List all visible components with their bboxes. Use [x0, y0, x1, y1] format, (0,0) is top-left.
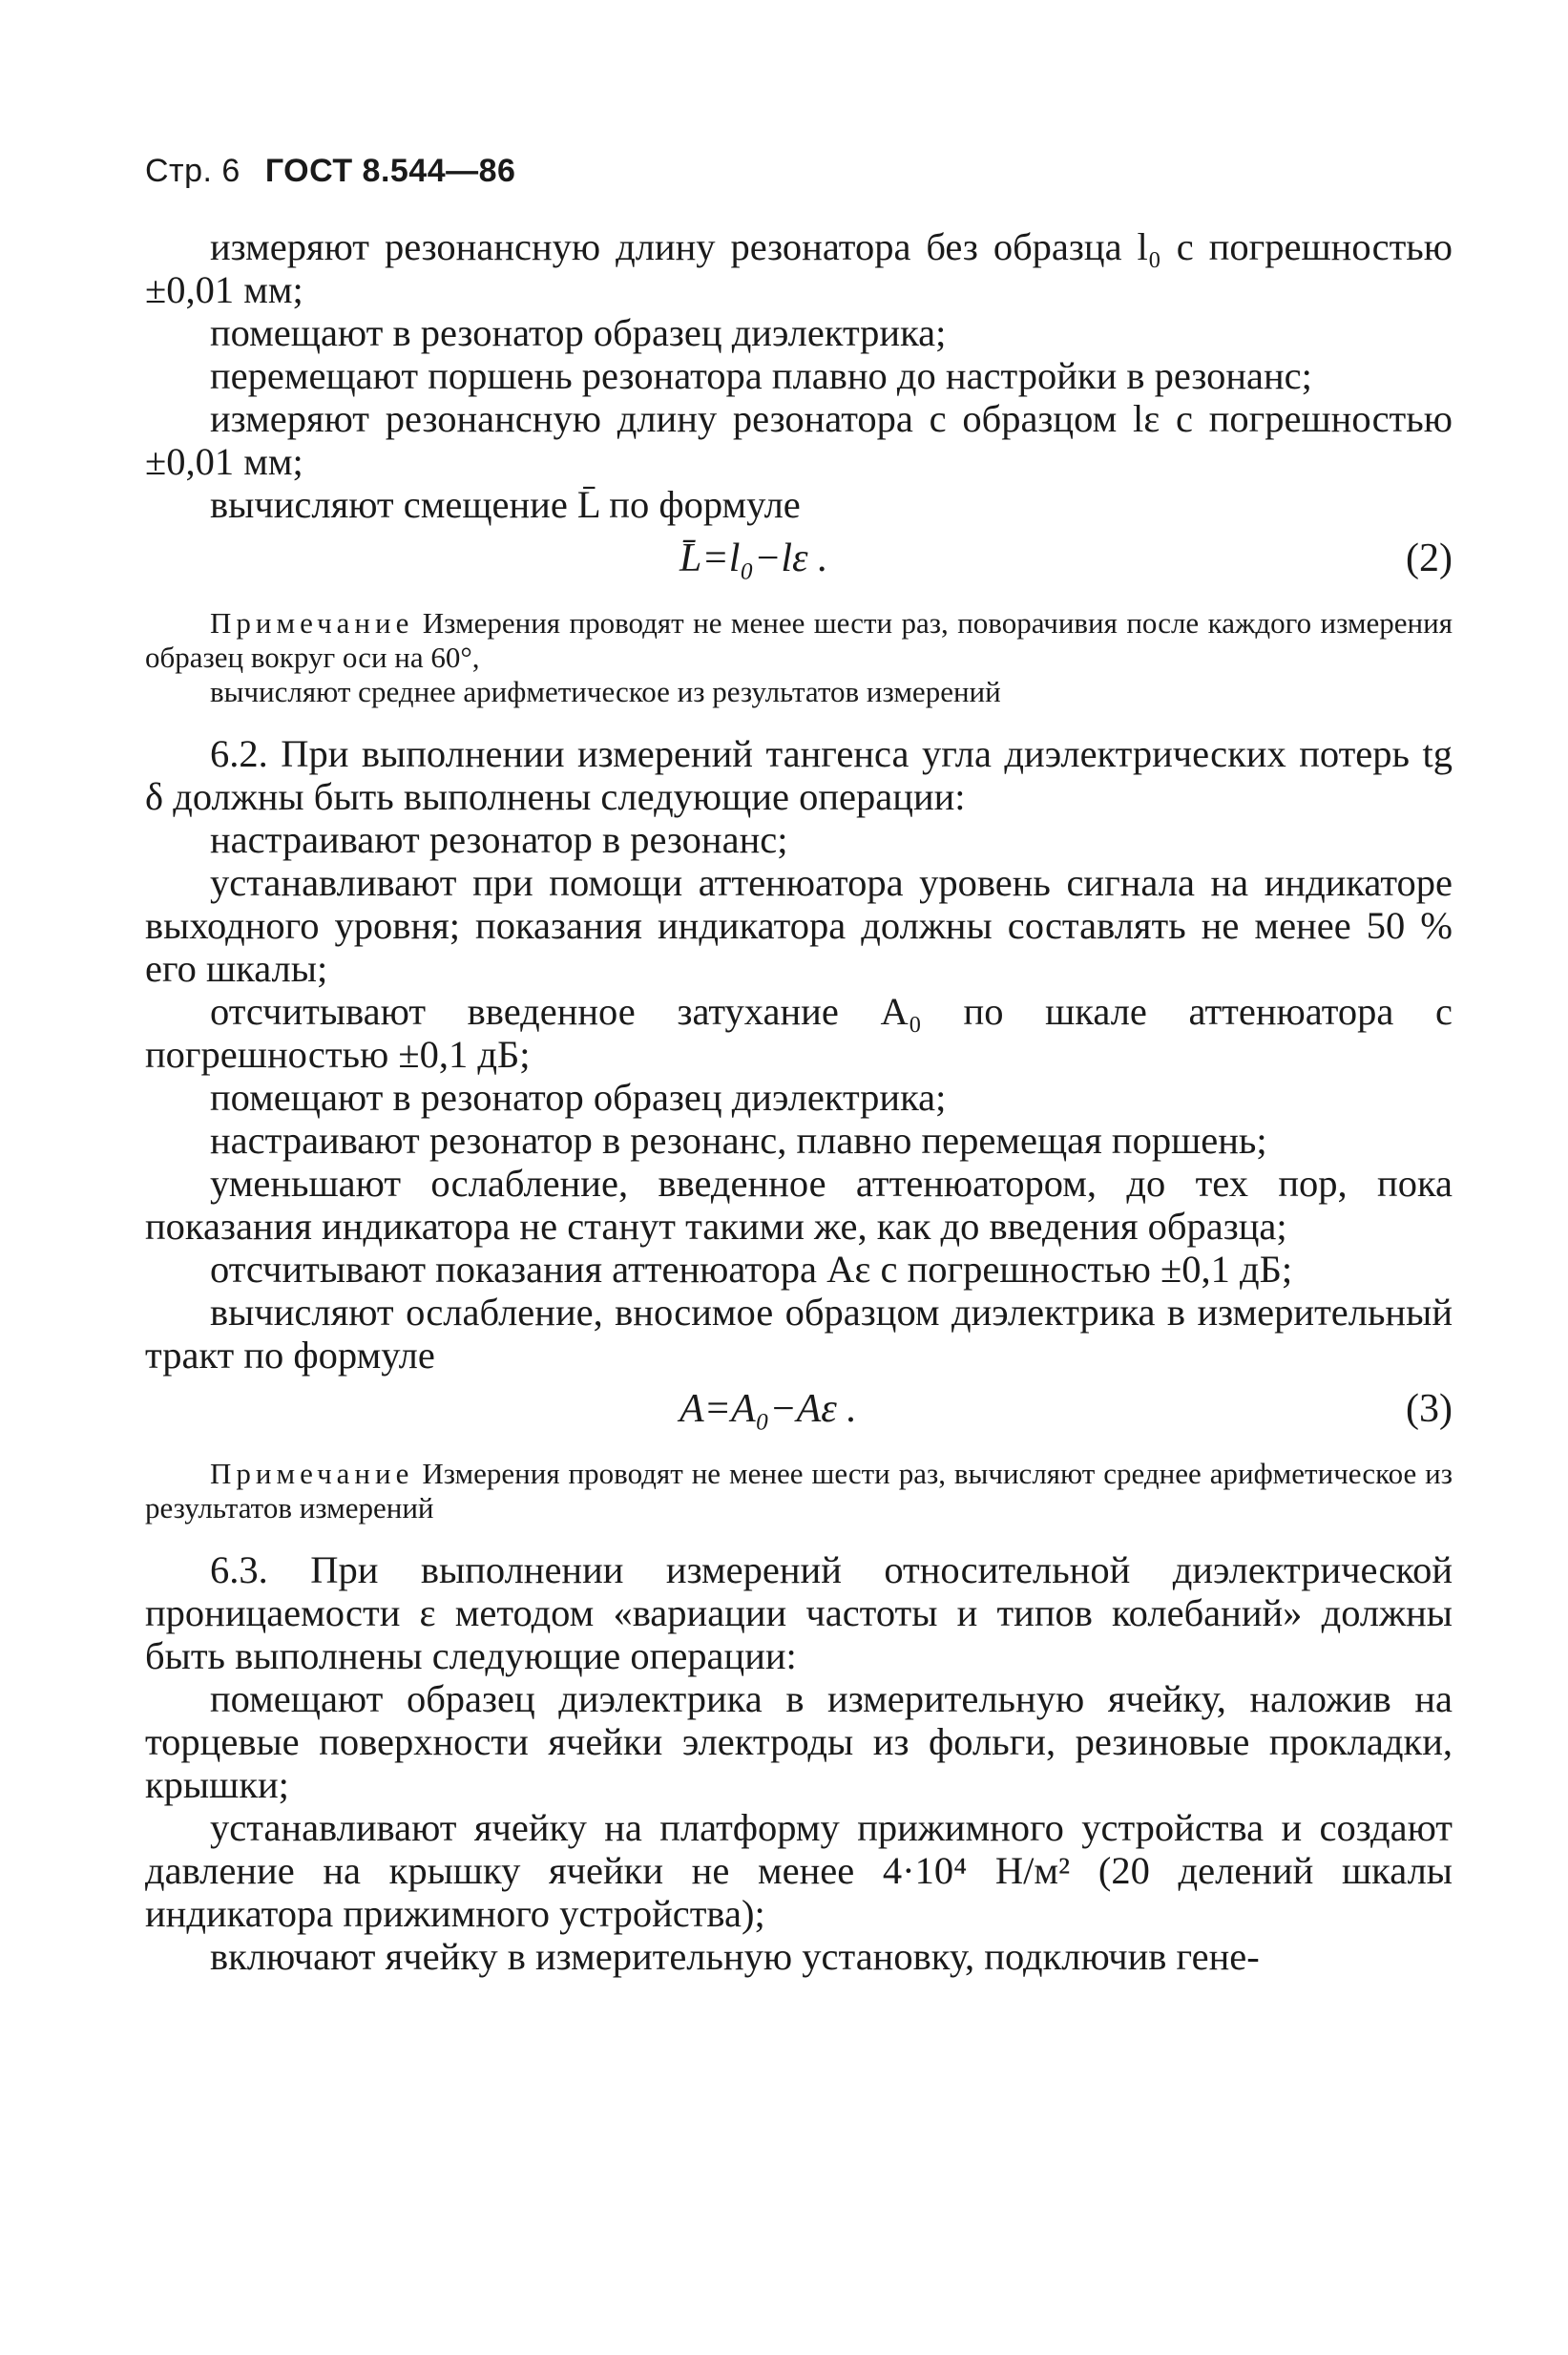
list-item: устанавливают ячейку на платформу прижимного устройства и создают давление на крышку ячейки не менее 4·10⁴ Н/м² (20 делений шкалы индикатора прижимного устройства);: [145, 1806, 1453, 1935]
note-label: Примечание: [210, 1457, 414, 1490]
list-item: настраивают резонатор в резонанс, плавно перемещая поршень;: [210, 1119, 1267, 1162]
note-text-continued: вычисляют среднее арифметическое из результатов измерений: [210, 675, 1001, 708]
section-6-3-intro: 6.3. При выполнении измерений относительной диэлектрической проницаемости ε методом «вариации частоты и типов колебаний» должны быть выполнены следующие операции:: [145, 1548, 1453, 1677]
note-text: Измерения проводят не менее шести раз, вычисляют среднее арифметическое из результатов измерений: [145, 1457, 1453, 1524]
paragraph: измеряют резонансную длину резонатора без образца l₀ с погрешностью ±0,01 мм;: [145, 225, 1453, 311]
paragraph: вычисляют смещение L̄ по формуле: [210, 483, 801, 526]
paragraph: измеряют резонансную длину резонатора с образцом lε с погрешностью ±0,01 мм;: [145, 397, 1453, 483]
list-item: устанавливают при помощи аттенюатора уровень сигнала на индикаторе выходного уровня; показания индикатора должны составлять не менее 50 % его шкалы;: [145, 861, 1453, 990]
list-item: помещают в резонатор образец диэлектрика;: [210, 1076, 947, 1119]
formula-2: [145, 532, 1453, 589]
standard-number: ГОСТ 8.544—86: [264, 153, 516, 189]
formula-expression: L̄=l₀−lε .: [679, 536, 828, 580]
note-2: [145, 1457, 1453, 1525]
list-item: отсчитывают введенное затухание A₀ по шкале аттенюатора с погрешностью ±0,1 дБ;: [145, 990, 1453, 1076]
note-1: [145, 606, 1453, 709]
formula-number: (3): [1406, 1387, 1453, 1431]
list-item: настраивают резонатор в резонанс;: [210, 818, 788, 861]
note-text: Измерения проводят не менее шести раз, поворачивия после каждого измерения образец вокруг оси на 60°,: [145, 606, 1453, 674]
page-number: Стр. 6: [145, 153, 240, 189]
formula-3: [145, 1382, 1453, 1440]
page-body: [145, 225, 1453, 1978]
list-item: уменьшают ослабление, введенное аттенюатором, до тех пор, пока показания индикатора не станут такими же, как до введения образца;: [145, 1162, 1453, 1248]
paragraph: помещают в резонатор образец диэлектрика;: [210, 311, 947, 354]
page-header: [145, 153, 515, 190]
list-item: вычисляют ослабление, вносимое образцом диэлектрика в измерительный тракт по формуле: [145, 1291, 1453, 1377]
formula-expression: A=A₀−Aε .: [679, 1387, 857, 1431]
paragraph: перемещают поршень резонатора плавно до настройки в резонанс;: [210, 354, 1312, 397]
formula-number: (2): [1406, 536, 1453, 580]
section-6-2-intro: 6.2. При выполнении измерений тангенса угла диэлектрических потерь tg δ должны быть выполнены следующие операции:: [145, 732, 1453, 818]
list-item: отсчитывают показания аттенюатора Aε с погрешностью ±0,1 дБ;: [210, 1248, 1293, 1291]
list-item: включают ячейку в измерительную установку, подключив гене-: [210, 1935, 1260, 1978]
list-item: помещают образец диэлектрика в измерительную ячейку, наложив на торцевые поверхности ячейки электроды из фольги, резиновые прокладки, крышки;: [145, 1677, 1453, 1806]
note-label: Примечание: [210, 606, 414, 640]
